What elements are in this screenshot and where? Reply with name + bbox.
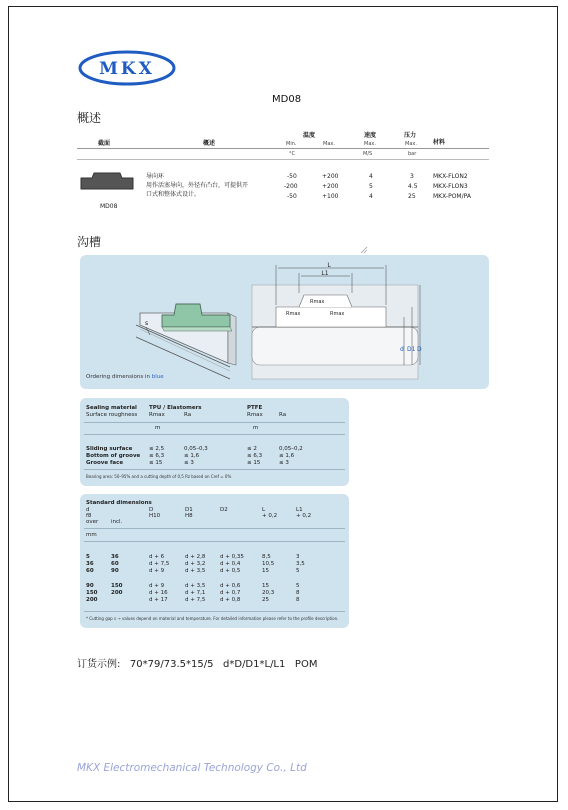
label-L1: L1 bbox=[321, 270, 329, 277]
surface-row3-p1: ≤ 15 bbox=[247, 460, 261, 466]
surface-row1-p1: ≤ 2 bbox=[247, 446, 257, 452]
std-g2-over: 90 150 200 bbox=[86, 583, 98, 603]
row2-pressure: 4.5 bbox=[408, 183, 418, 190]
th-pressure-max: Max. bbox=[405, 141, 417, 147]
surface-row2-t2: ≤ 1,6 bbox=[184, 453, 200, 459]
surface-tpu: TPU / Elastomers bbox=[149, 405, 202, 411]
surface-row2-p2: ≤ 1,6 bbox=[279, 453, 295, 459]
th-desc: 概述 bbox=[203, 140, 216, 147]
groove-heading: 沟槽 bbox=[77, 235, 102, 249]
surface-ptfe-rmax: Rmax bbox=[247, 412, 263, 418]
order-example bbox=[77, 655, 317, 670]
std-g1-D2: d + 0,35 d + 0,4 d + 0,5 bbox=[220, 554, 244, 574]
std-g2-D1: d + 3,5 d + 7,1 d + 7,5 bbox=[185, 583, 206, 603]
row2-material: MKX-FLON3 bbox=[433, 183, 468, 190]
surface-rule-2 bbox=[84, 434, 345, 435]
std-g2-L: 15 20,3 25 bbox=[262, 583, 275, 603]
std-rule-1 bbox=[84, 528, 345, 529]
std-col-incl: incl. bbox=[111, 519, 123, 525]
label-s: s bbox=[145, 320, 149, 327]
std-title: Standard dimensions bbox=[86, 500, 152, 506]
row2-min: -200 bbox=[284, 183, 298, 190]
std-g2-incl: 150 200 bbox=[111, 583, 123, 596]
mkx-logo bbox=[78, 50, 176, 86]
std-g2-D2: d + 0,6 d + 0,7 d + 0,8 bbox=[220, 583, 241, 603]
surface-row1-label: Sliding surface bbox=[86, 446, 133, 452]
std-col-D: D bbox=[149, 507, 154, 513]
std-unit: mm bbox=[86, 532, 97, 538]
std-g2-D: d + 9 d + 16 d + 17 bbox=[149, 583, 168, 603]
groove-diagram-panel bbox=[80, 255, 489, 389]
std-col-L-sub: + 0,2 bbox=[262, 513, 278, 519]
groove-diagram bbox=[80, 255, 489, 389]
std-col-d-sub: f8 bbox=[86, 513, 92, 519]
th-speed: 速度 bbox=[364, 132, 377, 139]
surface-unit-ptfe: m bbox=[253, 425, 259, 431]
surface-tpu-rmax: Rmax bbox=[149, 412, 165, 418]
surface-ptfe: PTFE bbox=[247, 405, 263, 411]
surface-row3-p2: ≤ 3 bbox=[279, 460, 289, 466]
th-temp-max: Max. bbox=[323, 141, 335, 147]
surface-row3-t1: ≤ 15 bbox=[149, 460, 163, 466]
surface-note: Bearing area: 50–95% and a cutting depth of 0,5 Rz based on Cref = 0% bbox=[86, 474, 232, 479]
surface-row3-label: Groove face bbox=[86, 460, 124, 466]
std-col-D1-sub: H8 bbox=[185, 513, 193, 519]
guide-ring-profile-icon bbox=[79, 169, 135, 191]
std-g1-over: 5 36 60 bbox=[86, 554, 94, 574]
order-label: 订货示例: bbox=[77, 659, 121, 670]
row2-max: +200 bbox=[322, 183, 339, 190]
th-material: 材料 bbox=[433, 139, 446, 146]
row2-speed: 5 bbox=[369, 183, 373, 190]
std-col-over: over bbox=[86, 519, 99, 525]
surface-h2: Surface roughness bbox=[86, 412, 138, 418]
surface-row1-t1: ≤ 2,5 bbox=[149, 446, 165, 452]
order-value: 70*79/73.5*15/5 bbox=[129, 659, 214, 670]
surface-row2-p1: ≤ 6,3 bbox=[247, 453, 263, 459]
std-col-L1: L1 bbox=[296, 507, 303, 513]
std-rule-2 bbox=[84, 541, 345, 542]
std-col-L1-sub: + 0,2 bbox=[296, 513, 312, 519]
diagram-caption: Ordering dimensions in blue bbox=[86, 374, 164, 380]
std-g1-incl: 36 60 90 bbox=[111, 554, 119, 574]
th-section: 截面 bbox=[98, 140, 111, 147]
surface-rule-3 bbox=[84, 469, 345, 470]
standard-dimensions-panel bbox=[80, 494, 349, 628]
surface-row2-label: Bottom of groove bbox=[86, 453, 141, 459]
label-D: D bbox=[417, 346, 422, 353]
row3-max: +100 bbox=[322, 193, 339, 200]
overview-heading: 概述 bbox=[77, 111, 102, 125]
product-title: MD08 bbox=[272, 94, 302, 105]
surface-ptfe-ra: Ra bbox=[279, 412, 287, 418]
logo-text: MKX bbox=[99, 59, 155, 79]
std-col-d: d bbox=[86, 507, 90, 513]
order-format: d*D/D1*L/L1 bbox=[223, 659, 286, 670]
row1-material: MKX-FLON2 bbox=[433, 173, 468, 180]
resize-mark-icon bbox=[360, 246, 368, 254]
surface-row1-p2: 0,05–0,2 bbox=[279, 446, 303, 452]
desc-line-2: 用作活塞导向，外径有凸台，可提供开 bbox=[146, 182, 249, 189]
surface-unit-tpu: m bbox=[155, 425, 161, 431]
row3-pressure: 25 bbox=[408, 193, 416, 200]
row1-speed: 4 bbox=[369, 173, 373, 180]
surface-h1: Sealing material bbox=[86, 405, 137, 411]
std-note: * Cutting gap s → values depend on material and temperature. For detailed information please refer to the profile description. bbox=[86, 616, 339, 621]
std-g1-D1: d + 2,8 d + 3,2 d + 3,5 bbox=[185, 554, 206, 574]
surface-row2-t1: ≤ 6,3 bbox=[149, 453, 165, 459]
std-g2-L1: 5 8 8 bbox=[296, 583, 300, 603]
std-rule-3 bbox=[84, 611, 345, 612]
std-col-D2: D2 bbox=[220, 507, 228, 513]
std-col-D1: D1 bbox=[185, 507, 193, 513]
std-col-D-sub: H10 bbox=[149, 513, 161, 519]
desc-line-3: 口式和整体式设计。 bbox=[146, 191, 201, 198]
surface-row3-t2: ≤ 3 bbox=[184, 460, 194, 466]
desc-line-1: 导向环 bbox=[146, 173, 165, 180]
th-pressure: 压力 bbox=[404, 132, 417, 139]
std-g1-L1: 3 3,5 5 bbox=[296, 554, 305, 574]
th-temp: 温度 bbox=[303, 132, 316, 139]
row3-speed: 4 bbox=[369, 193, 373, 200]
surface-tpu-ra: Ra bbox=[184, 412, 192, 418]
caption-blue-word: blue bbox=[151, 374, 164, 380]
surface-roughness-panel bbox=[80, 398, 349, 486]
std-col-L: L bbox=[262, 507, 266, 513]
th-temp-min: Min. bbox=[286, 141, 297, 147]
surface-row1-t2: 0,05–0,3 bbox=[184, 446, 208, 452]
std-g1-L: 8,5 10,5 15 bbox=[262, 554, 275, 574]
row3-material: MKX-POM/PA bbox=[433, 193, 471, 200]
label-rmax-top: Rmax bbox=[310, 299, 325, 305]
label-D1: D1 bbox=[407, 346, 416, 353]
row1-max: +200 bbox=[322, 173, 339, 180]
th-speed-max: Max. bbox=[364, 141, 376, 147]
order-material: POM bbox=[294, 659, 318, 670]
unit-pressure: bar bbox=[408, 151, 417, 157]
unit-speed: M/S bbox=[363, 151, 373, 157]
label-d: d bbox=[400, 346, 404, 353]
unit-temp: °C bbox=[289, 151, 295, 157]
surface-rule-1 bbox=[84, 422, 345, 423]
label-L: L bbox=[327, 262, 331, 269]
label-rmax-right: Rmax bbox=[330, 311, 345, 317]
footer-company: MKX Electromechanical Technology Co., Ltd bbox=[77, 762, 307, 774]
units-rule bbox=[77, 159, 489, 160]
row1-min: -50 bbox=[287, 173, 297, 180]
row3-min: -50 bbox=[287, 193, 297, 200]
label-rmax-left: Rmax bbox=[286, 311, 301, 317]
row1-pressure: 3 bbox=[410, 173, 414, 180]
std-g1-D: d + 6 d + 7,5 d + 9 bbox=[149, 554, 170, 574]
header-rule bbox=[77, 148, 489, 149]
section-label: MD08 bbox=[100, 203, 118, 210]
